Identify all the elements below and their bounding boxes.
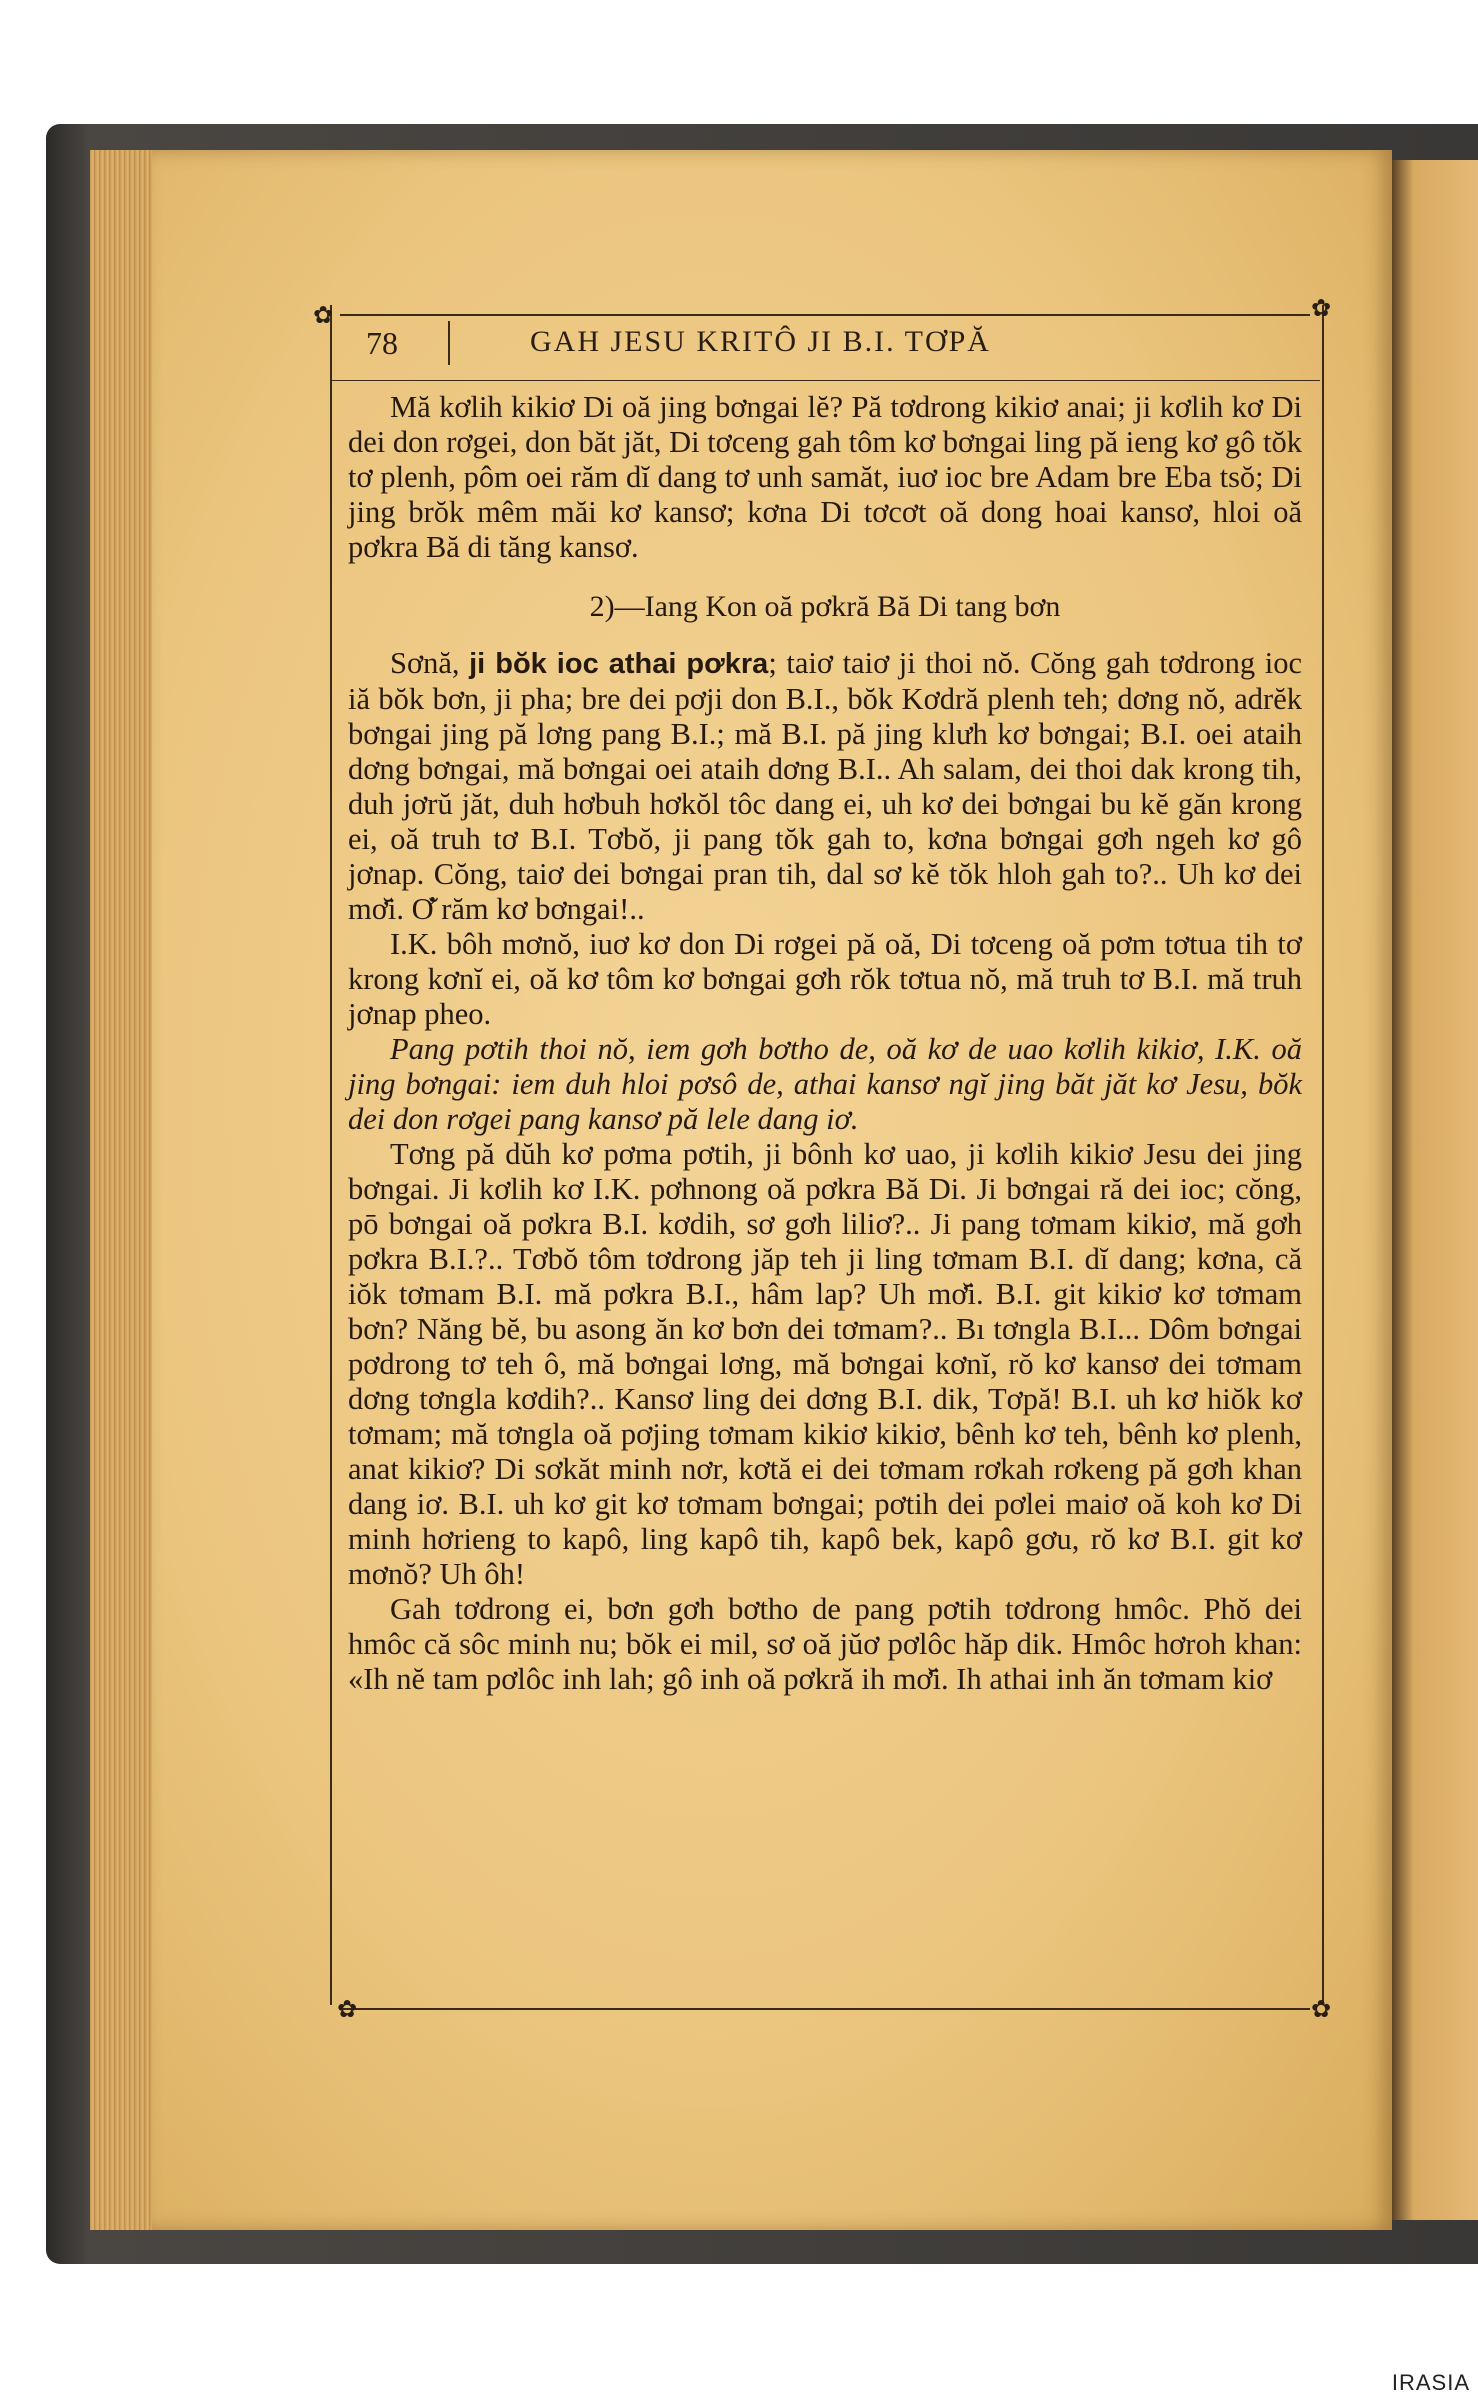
ornament-bottom-right-icon: ✿ xyxy=(1310,1995,1332,2023)
paragraph-2-start: Sơnă, xyxy=(390,646,470,680)
header-rule xyxy=(330,380,1320,381)
facing-page-edge xyxy=(1392,160,1478,2220)
paragraph-2-bold: ji bŏk ioc athai pơkra xyxy=(469,648,769,680)
bottom-rule xyxy=(340,2008,1310,2010)
page-header xyxy=(330,325,1320,375)
paragraph-2 xyxy=(348,646,1302,927)
paragraph-6: Gah tơdrong ei, bơn gơh bơtho de pang pơtih tơdrong hmôc. Phŏ dei hmôc că sôc minh nu; bŏk ei mil, sơ oă jŭơ pơlôc hăp dik. Hmôc hơroh khan: «Ih nĕ tam pơlôc inh lah; gô inh oă pơkră ih mơ̆i. Ih athai inh ăn tơmam kiơ xyxy=(348,1592,1302,1696)
section-heading: 2)—Iang Kon oă pơkră Bă Di tang bơn xyxy=(589,590,1061,623)
paragraph-1: Mă kơlih kikiơ Di oă jing bơngai lĕ? Pă tơdrong kikiơ anai; ji kơlih kơ Di dei don rơgei, don băt jăt, Di tơceng gah tôm kơ bơngai ling pă ieng kơ gô tŏk tơ plenh, pôm oei răm dĭ dang tơ unh samăt, iuơ ioc bre Adam bre Eba tsŏ; Di jing brŏk mêm măi kơ kansơ; kơna Di tơcơt oă dong hoai kansơ, hloi oă pơkra Bă di tăng kansơ. xyxy=(348,390,1302,564)
page-body xyxy=(348,390,1302,1697)
header-separator xyxy=(448,321,450,365)
paragraph-4-italic: Pang pơtih thoi nŏ, iem gơh bơtho de, oă kơ de uao kơlih kikiơ, I.K. oă jing bơngai: iem duh hloi pơsô de, athai kansơ ngĭ jing băt jăt kơ Jesu, bŏk dei don rơgei pang kansơ pă lele dang iơ. xyxy=(348,1032,1302,1136)
running-title: GAH JESU KRITÔ JI B.I. TƠPĂ xyxy=(530,325,991,358)
ornament-top-right-icon: ✿ xyxy=(1310,294,1332,322)
paragraph-3: I.K. bôh mơnŏ, iuơ kơ don Di rơgei pă oă, Di tơceng oă pơm tơtua tih tơ krong kơnĭ ei, oă kơ tôm kơ bơngai gơh rŏk tơtua nŏ, mă truh tơ B.I. mă truh jơnap pheo. xyxy=(348,927,1302,1031)
ornament-top-left-icon: ✿ xyxy=(312,301,334,329)
paragraph-2-rest: ; taiơ taiơ ji thoi nŏ. Cŏng gah tơdrong ioc iă bŏk bơn, ji pha; bre dei pơji don B.I., bŏk Kơdră plenh teh; dơng nŏ, adrĕk bơngai jing pă lơng pang B.I.; mă B.I. pă jing klưh kơ bơngai; B.I. oei ataih dơng bơngai, mă bơngai oei ataih dơng B.I.. Ah salam, dei thoi dak krong tih, duh jơrŭ jăt, duh hơbuh hơkŏl tôc dang ei, uh kơ dei bơngai bu kĕ găn krong ei, oă truh tơ B.I. Tơbŏ, ji pang tŏk gah to, kơna bơngai gơh ngeh kơ gô jơnap. Cŏng, taiơ dei bơngai pran tih, dal sơ kĕ tŏk hloh gah to?.. Uh kơ dei mơ̆i. Ơ̆ răm kơ bơngai!.. xyxy=(348,646,1302,926)
paragraph-5: Tơng pă dŭh kơ pơma pơtih, ji bônh kơ uao, ji kơlih kikiơ Jesu dei jing bơngai. Ji kơlih kơ I.K. pơhnong oă pơkra Bă Di. Ji bơngai ră dei ioc; cŏng, pō bơngai oă pơkra B.I. kơdih, sơ gơh liliơ?.. Ji pang tơmam kikiơ, mă gơh pơkra B.I.?.. Tơbŏ tôm tơdrong jăp teh ji ling tơmam B.I. dĭ dang; kơna, că iŏk tơmam B.I. mă pơkra B.I., hâm lap? Uh mơ̆i. B.I. git kikiơ kơ tơmam bơn? Năng bĕ, bu asong ăn kơ bơn dei tơmam?.. Bı tơngla B.I... Dôm bơngai pơdrong tơ teh ô, mă bơngai lơng, mă bơngai kơnĭ, rŏ kơ kansơ dei tơmam dơng tơngla kơdih?.. Kansơ ling dei dơng B.I. dik, Tơpă! B.I. uh kơ hiŏk kơ tơmam; mă tơngla oă pơjing tơmam kikiơ kikiơ, bênh kơ teh, bênh kơ plenh, anat kikiơ? Di sơkăt minh nơr, kơtă ei dei tơmam rơkah rơkeng pă gơh khan dang iơ. B.I. uh kơ git kơ tơmam bơngai; pơtih dei pơlei maiơ oă koh kơ Di minh hơrieng to kapô, ling kapô tih, kapô bek, kapô gơu, rŏ kơ B.I. git kơ mơnŏ? Uh ôh! xyxy=(348,1137,1302,1591)
page-number: 78 xyxy=(366,325,398,361)
ornament-bottom-left-icon: ✿ xyxy=(336,1995,358,2023)
watermark: IRASIA xyxy=(1391,2370,1470,2395)
